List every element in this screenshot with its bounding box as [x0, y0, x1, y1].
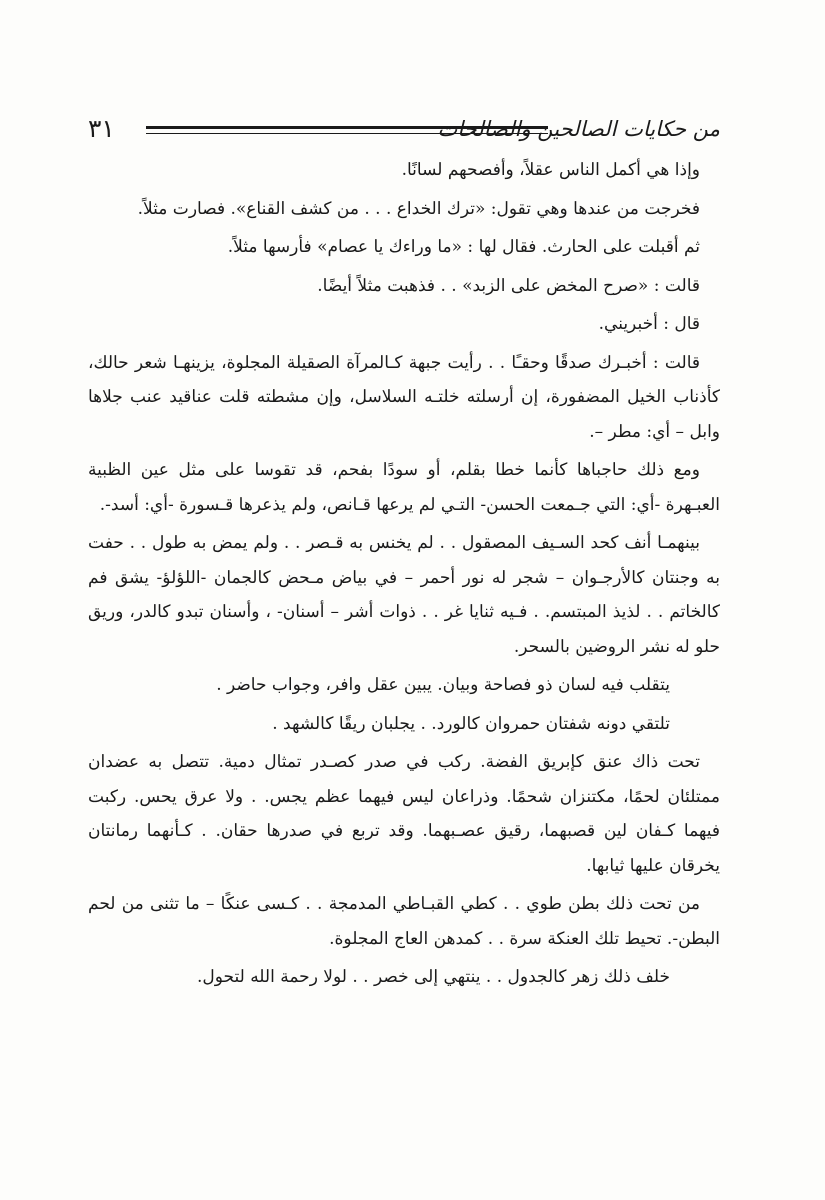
paragraph: فخرجت من عندها وهي تقول: «ترك الخداع . . . من كشف القناع». فصارت مثلاً.	[137, 198, 700, 219]
page-header	[88, 112, 720, 152]
paragraph: تلتقي دونه شفتان حمروان كالورد. . يجلبان ريقًا كالشهد .	[272, 713, 670, 734]
paragraph: وإذا هي أكمل الناس عقلاً، وأفصحهم لسانًا.	[401, 160, 700, 180]
paragraph: تحت ذاك عنق كإبريق الفضة. ركب في صدر كصـدر تمثال دمية. تتصل به عضدان ممتلئان لحمًا، مكتنزان شحمًا. وذراعان ليس فيهما عظم يجس. . ولا عرق يحس. ركبت فيهما كـفان لين قصبهما، رقيق عصـبهما. وقد تربع في صدرها حقان. . كـأنهما رمانتان يخرقان عليها ثيابها.	[88, 752, 720, 876]
paragraph: من تحت ذلك بطن طوي . . كطي القبـاطي المدمجة . . كـسى عنكًا – ما تثنى من لحم البطن-. تحيط تلك العنكة سرة . . كمدهن العاج المجلوة.	[88, 894, 720, 949]
body-text	[88, 153, 720, 995]
running-title: من حكايات الصالحين والصالحات	[437, 117, 720, 141]
paragraph: قال : أخبريني.	[598, 314, 700, 334]
paragraph: قالت : «صرح المخض على الزبد» . . فذهبت مثلاً أيضًا.	[317, 275, 700, 296]
paragraph: يتقلب فيه لسان ذو فصاحة وبيان. يبين عقل وافر، وجواب حاضر .	[216, 675, 670, 695]
paragraph: قالت : أخبـرك صدقًا وحقـًا . . رأيت جبهة كـالمرآة الصقيلة المجلوة، يزينهـا شعر حالك، كأذناب الخيل المضفورة، إن أرسلته خلتـه السلاسل، وإن مشطته قلت عناقيد عنب جلاها وابل – أي: مطر –.	[88, 352, 720, 442]
paragraph: ثم أقبلت على الحارث. فقال لها : «ما وراءك يا عصام» فأرسها مثلاً.	[227, 237, 700, 257]
page-number: ٣١	[88, 114, 115, 143]
paragraph: بينهمـا أنف كحد السـيف المصقول . . لم يخنس به قـصر . . ولم يمض به طول . . حفت به وجنتان كالأرجـوان – شجر له نور أحمر – في بياض مـحض كالجمان -اللؤلؤ- يشق فم كالخاتم . . لذيذ المبتسم. . فـيه ثنايا غر . . ذوات أشر – أسنان- ، وأسنان تبدو كالدر، وريق حلو له نشر الروضين بالسحر.	[88, 533, 720, 657]
paragraph: ومع ذلك حاجباها كأنما خطا بقلم، أو سودًا بفحم، قد تقوسا على مثل عين الظبية العبـهرة -أي: التي جـمعت الحسن- التـي لم يرعها قـانص، ولم يذعرها قـسورة -أي: أسد-.	[88, 460, 720, 515]
paragraph: خلف ذلك زهر كالجدول . . ينتهي إلى خصر . . لولا رحمة الله لتحول.	[196, 967, 670, 987]
